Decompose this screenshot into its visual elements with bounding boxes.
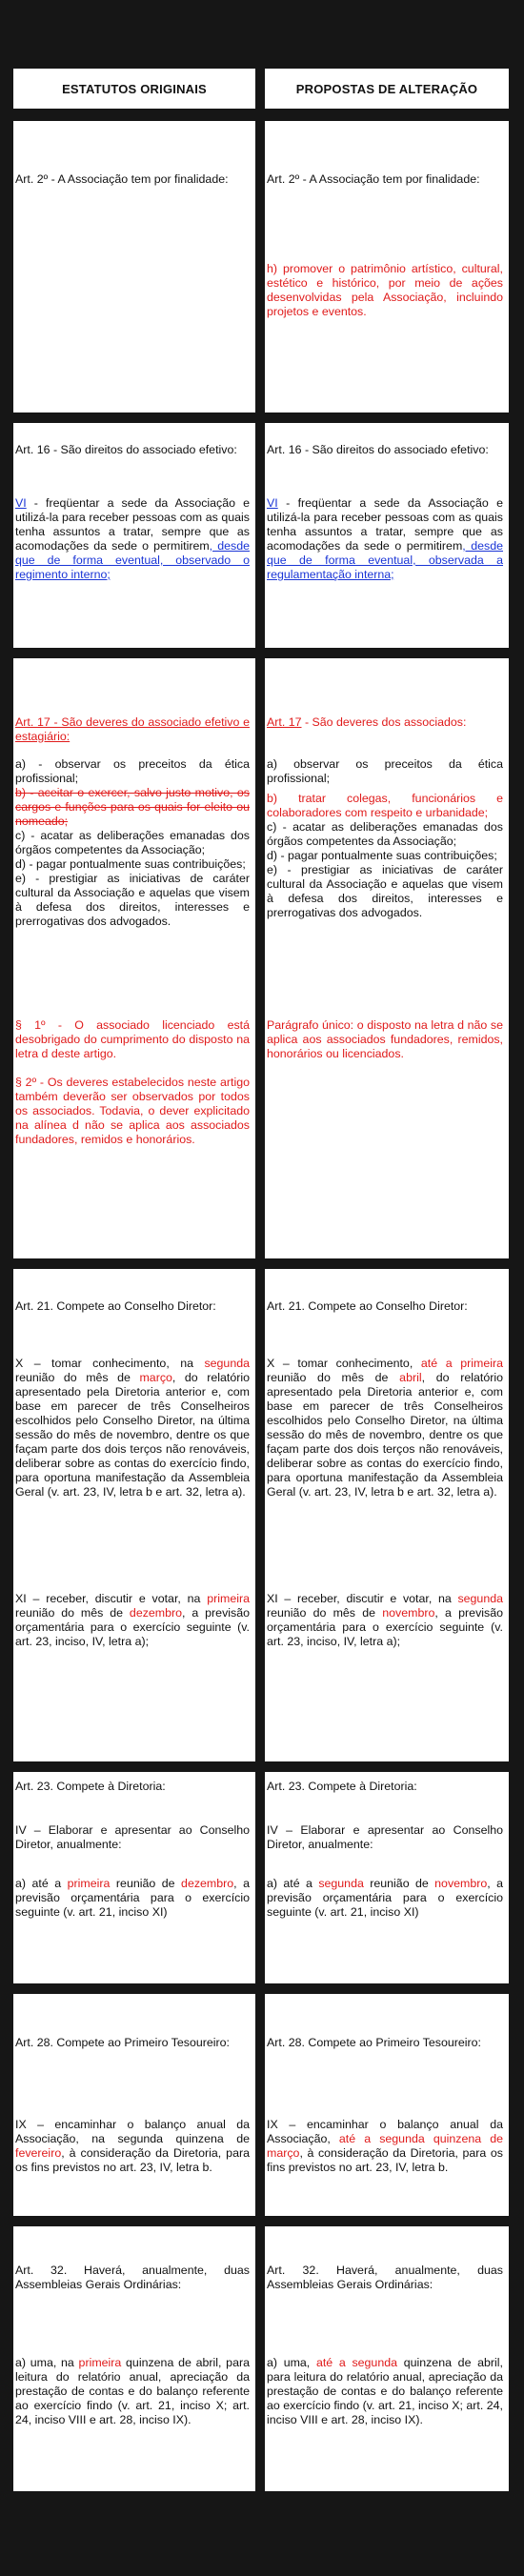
- header-original: [13, 69, 255, 109]
- art2-proposed: [265, 121, 509, 413]
- art28-original-item-ix: IX – encaminhar o balanço anual da Associação, na segunda quinzena de fevereiro, à consideração da Diretoria, para os fins previstos no art. 23, IV, letra b.: [15, 2118, 250, 2174]
- header-proposed: [265, 69, 509, 109]
- art32-proposed: [265, 2226, 509, 2491]
- art2-original: [13, 121, 255, 413]
- art23-original-item-a: a) até a primeira reunião de dezembro, a previsão orçamentária para o exercício seguinte (v. art. 21, inciso XI): [15, 1877, 250, 1919]
- art21-proposed-item-x: X – tomar conhecimento, até a primeira reunião do mês de abril, do relatório apresentado pela Diretoria anterior e, com base em parecer de três Conselheiros escolhidos pelo Conselho Diretor, na última sessão do mês de novembro, dentre os que façam parte dos dois terços não renováveis, deliberar sobre as contas do exercício findo, para oportuna manifestação da Assembleia Geral (v. art. 23, IV, letra b e art. 32, letra a).: [267, 1357, 504, 1499]
- header-original-label: ESTATUTOS ORIGINAIS: [62, 81, 207, 96]
- art17-original: [13, 658, 255, 1258]
- art21-original-item-xi: XI – receber, discutir e votar, na primeira reunião do mês de dezembro, a previsão orçamentária para o exercício seguinte (v. art. 23, inciso, IV, letra a);: [15, 1592, 251, 1648]
- art21-original-title: Art. 21. Compete ao Conselho Diretor:: [15, 1299, 216, 1313]
- art28-proposed-title: Art. 28. Compete ao Primeiro Tesoureiro:: [267, 2036, 481, 2049]
- art28-original-title: Art. 28. Compete ao Primeiro Tesoureiro:: [15, 2036, 230, 2049]
- art21-proposed-item-xi: XI – receber, discutir e votar, na segunda reunião do mês de novembro, a previsão orçamentária para o exercício seguinte (v. art. 23, inciso, IV, letra a);: [267, 1592, 503, 1648]
- art28-proposed: [265, 1994, 509, 2216]
- art32-original: [13, 2226, 255, 2491]
- header-proposed-label: PROPOSTAS DE ALTERAÇÃO: [295, 81, 478, 96]
- art16-original-title: Art. 16 - São direitos do associado efetivo:: [15, 443, 237, 456]
- art17-original-par1: § 1º - O associado licenciado está desobrigado do cumprimento do disposto na letra d deste artigo.: [15, 1018, 250, 1060]
- art32-original-item-a: a) uma, na primeira quinzena de abril, para leitura do relatório anual, apreciação da prestação de contas e do balanço referente ao exercício findo (v. art. 21, inciso X; art. 24, inciso VIII e art. 28, inciso IX).: [15, 2356, 250, 2426]
- art16-original-item-vi: VI - freqüentar a sede da Associação e utilizá-la para receber pessoas com as quais tenha assuntos a tratar, sempre que as acomodações da sede o permitirem, desde que de forma eventual, observado o regimento interno;: [15, 496, 250, 581]
- art16-proposed-title: Art. 16 - São direitos do associado efetivo:: [267, 443, 489, 456]
- art23-original-title: Art. 23. Compete à Diretoria:: [15, 1780, 166, 1793]
- art23-proposed-title: Art. 23. Compete à Diretoria:: [267, 1780, 417, 1793]
- art23-proposed-item-iv: IV – Elaborar e apresentar ao Conselho Diretor, anualmente:: [267, 1823, 503, 1851]
- art23-original-item-iv: IV – Elaborar e apresentar ao Conselho Diretor, anualmente:: [15, 1823, 250, 1851]
- art17-original-title: Art. 17 - São deveres do associado efetivo e estagiário:: [15, 715, 250, 743]
- art23-proposed: [265, 1772, 509, 1983]
- art17-original-item-d: d) - pagar pontualmente suas contribuições;: [15, 857, 246, 871]
- art16-proposed-item-vi: VI - freqüentar a sede da Associação e utilizá-la para receber pessoas com as quais tenha assuntos a tratar, sempre que as acomodações da sede o permitirem, desde que de forma eventual, observada a regulamentação interna;: [267, 496, 503, 581]
- art2-proposed-text: Art. 2º - A Associação tem por finalidade:: [267, 172, 480, 186]
- art17-proposed-item-b: b) tratar colegas, funcionários e colaboradores com respeito e urbanidade;: [267, 792, 503, 819]
- art17-original-par2: § 2º - Os deveres estabelecidos neste artigo também deverão ser observados por todos os associados. Todavia, o dever explicitado na alínea d não se aplica aos associados fundadores, remidos e honorários.: [15, 1076, 250, 1146]
- art32-original-title: Art. 32. Haverá, anualmente, duas Assembleias Gerais Ordinárias:: [15, 2264, 250, 2291]
- art16-proposed: [265, 423, 509, 648]
- art16-original: [13, 423, 255, 648]
- art17-proposed: [265, 658, 509, 1258]
- art17-proposed-item-c: c) - acatar as deliberações emanadas dos órgãos competentes da Associação;: [267, 820, 503, 848]
- art17-proposed-item-e: e) - prestigiar as iniciativas de caráter cultural da Associação e aquelas que visem à defesa dos direitos, interesses e prerrogativas dos advogados.: [267, 863, 503, 919]
- art21-original: [13, 1269, 255, 1761]
- art32-proposed-item-a: a) uma, até a segunda quinzena de abril, para leitura do relatório anual, apreciação da prestação de contas e do balanço referente ao exercício findo (v. art. 21, inciso X; art. 24, inciso VIII e art. 28, inciso IX).: [267, 2356, 504, 2426]
- art17-proposed-item-d: d) - pagar pontualmente suas contribuições;: [267, 849, 497, 862]
- art17-original-item-a: a) - observar os preceitos da ética profissional;: [15, 757, 250, 785]
- art17-original-item-c: c) - acatar as deliberações emanadas dos órgãos competentes da Associação;: [15, 829, 250, 856]
- art32-proposed-title: Art. 32. Haverá, anualmente, duas Assembleias Gerais Ordinárias:: [267, 2264, 503, 2291]
- art2-proposed-item-h: h) promover o patrimônio artístico, cultural, estético e histórico, por meio de ações desenvolvidas pela Associação, incluindo projetos e eventos.: [267, 262, 503, 318]
- art17-proposed-par-unico: Parágrafo único: o disposto na letra d não se aplica aos associados fundadores, remidos, honorários ou licenciados.: [267, 1018, 503, 1060]
- art23-proposed-item-a: a) até a segunda reunião de novembro, a previsão orçamentária para o exercício seguinte (v. art. 21, inciso XI): [267, 1877, 503, 1919]
- art21-original-item-x: X – tomar conhecimento, na segunda reunião do mês de março, do relatório apresentado pela Diretoria anterior e, com base em parecer de três Conselheiros escolhidos pelo Conselho Diretor, na última sessão do mês de novembro, dentre os que façam parte dos dois terços não renováveis, deliberar sobre as contas do exercício findo, para oportuna manifestação da Assembleia Geral (v. art. 23, IV, letra b e art. 32, letra a).: [15, 1357, 250, 1499]
- art17-proposed-item-a: a) observar os preceitos da ética profissional;: [267, 757, 503, 785]
- art21-proposed: [265, 1269, 509, 1761]
- art28-proposed-item-ix: IX – encaminhar o balanço anual da Associação, até a segunda quinzena de março, à consideração da Diretoria, para os fins previstos no art. 23, IV, letra b.: [267, 2118, 503, 2174]
- art2-original-text: Art. 2º - A Associação tem por finalidade:: [15, 172, 229, 186]
- art17-proposed-title: Art. 17 - São deveres dos associados:: [267, 715, 467, 729]
- art21-proposed-title: Art. 21. Compete ao Conselho Diretor:: [267, 1299, 468, 1313]
- art28-original: [13, 1994, 255, 2216]
- art17-original-item-b: b) - aceitar o exercer, salvo justo motivo, os cargos e funções para os quais for eleito ou nomeado;: [15, 786, 250, 828]
- art23-original: [13, 1772, 255, 1983]
- art17-original-item-e: e) - prestigiar as iniciativas de caráter cultural da Associação e aquelas que visem à defesa dos direitos, interesses e prerrogativas dos advogados.: [15, 872, 250, 928]
